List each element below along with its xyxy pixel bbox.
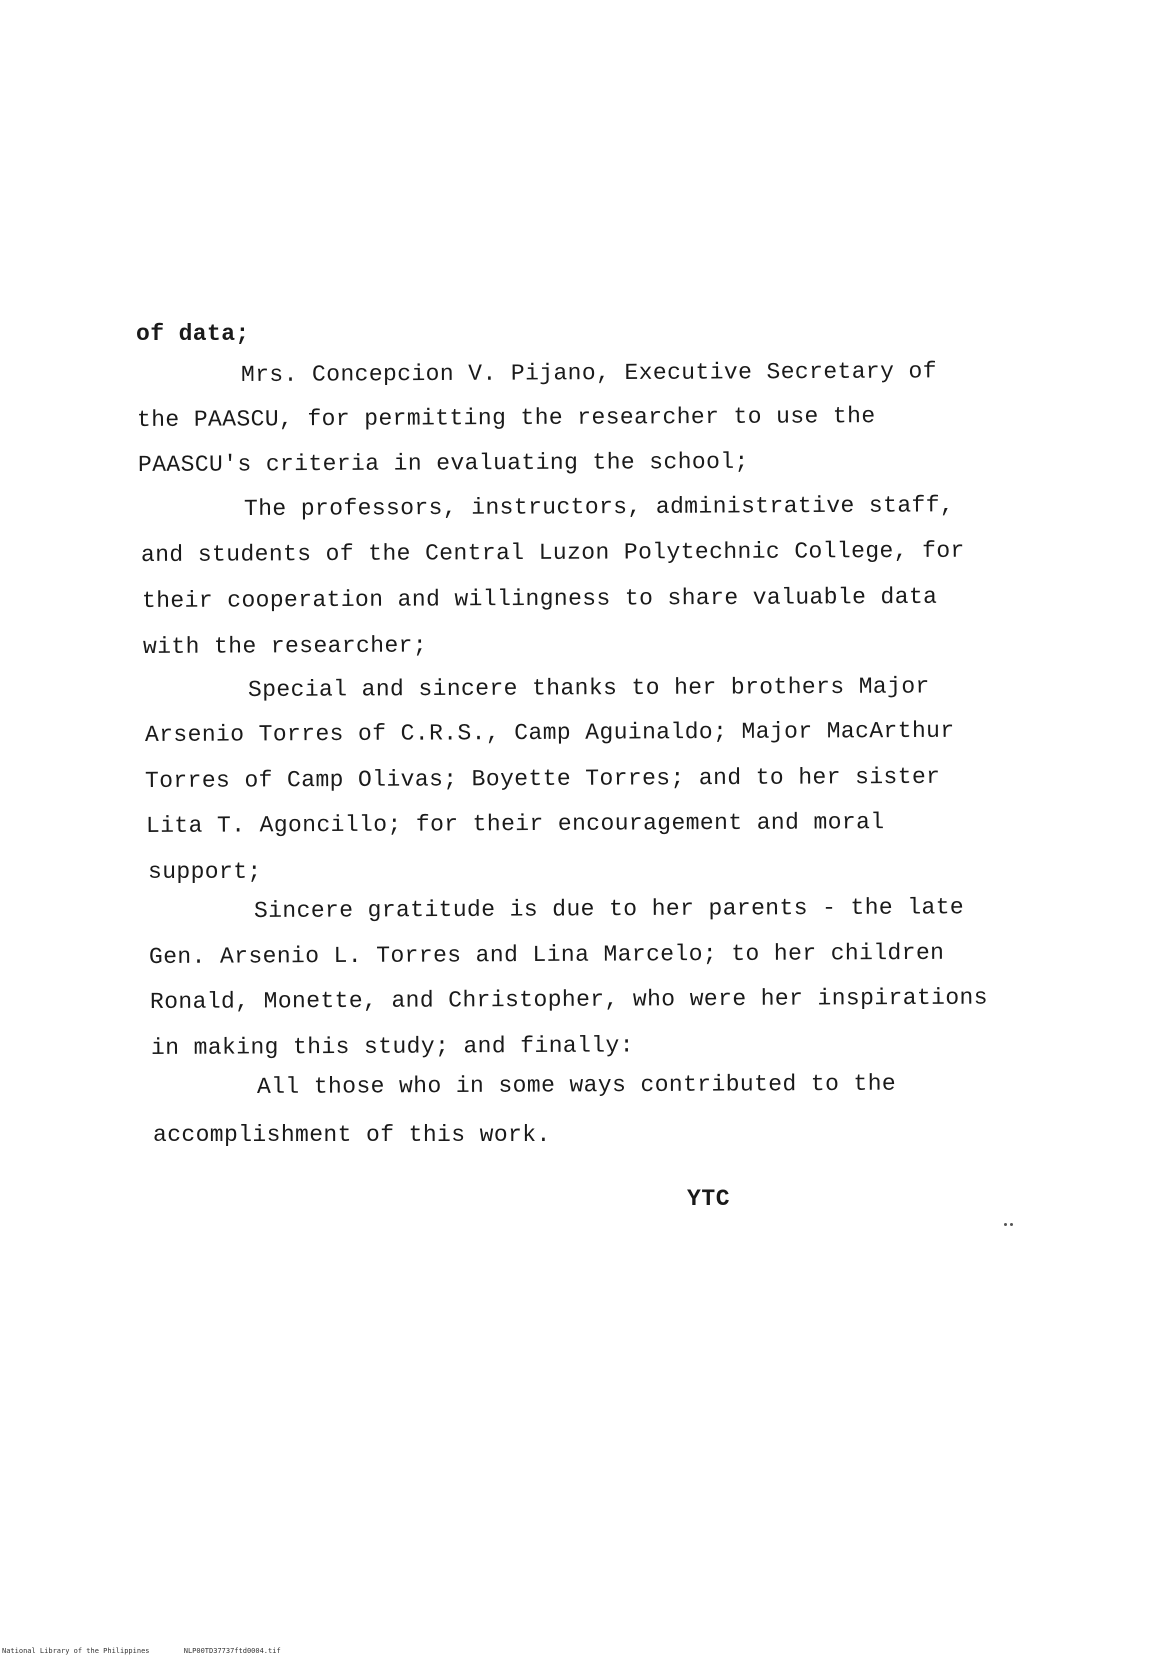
text-line-1: of data; [136,321,250,347]
text-line-11: Torres of Camp Olivas; Boyette Torres; and to her sister [144,763,941,794]
scan-footer [2,1647,311,1655]
text-line-9: Special and sincere thanks to her brothers Major [247,673,930,703]
text-line-12: Lita T. Agoncillo; for their encouragement and moral [145,809,885,839]
text-line-16: Ronald, Monette, and Christopher, who were her inspirations [149,984,988,1015]
scan-speck [1004,1223,1007,1226]
author-initials: YTC [687,1186,731,1212]
footer-filename: NLP00TD37737ftd0004.tif [183,1647,281,1655]
footer-library: National Library of the Philippines [2,1647,150,1655]
text-line-4: PAASCU's criteria in evaluating the school; [137,448,749,478]
text-line-7: their cooperation and willingness to share valuable data [141,583,938,614]
text-line-3: the PAASCU, for permitting the researcher to use the [136,403,876,433]
text-line-10: Arsenio Torres of C.R.S., Camp Aguinaldo; Major MacArthur [144,717,955,748]
text-line-5: The professors, instructors, administrative staff, [243,492,955,522]
text-line-13: support; [148,859,262,885]
text-line-14: Sincere gratitude is due to her parents - the late [253,894,965,924]
text-line-19: accomplishment of this work. [153,1122,551,1148]
text-line-6: and students of the Central Luzon Polytechnic College, for [140,537,965,568]
text-line-8: with the researcher; [142,632,428,660]
scan-speck [1010,1223,1013,1226]
text-line-18: All those who in some ways contributed to the [256,1070,897,1100]
text-line-15: Gen. Arsenio L. Torres and Lina Marcelo; to her children [148,939,945,970]
text-line-2: Mrs. Concepcion V. Pijano, Executive Secretary of [240,358,937,388]
text-line-17: in making this study; and finally: [150,1032,634,1061]
